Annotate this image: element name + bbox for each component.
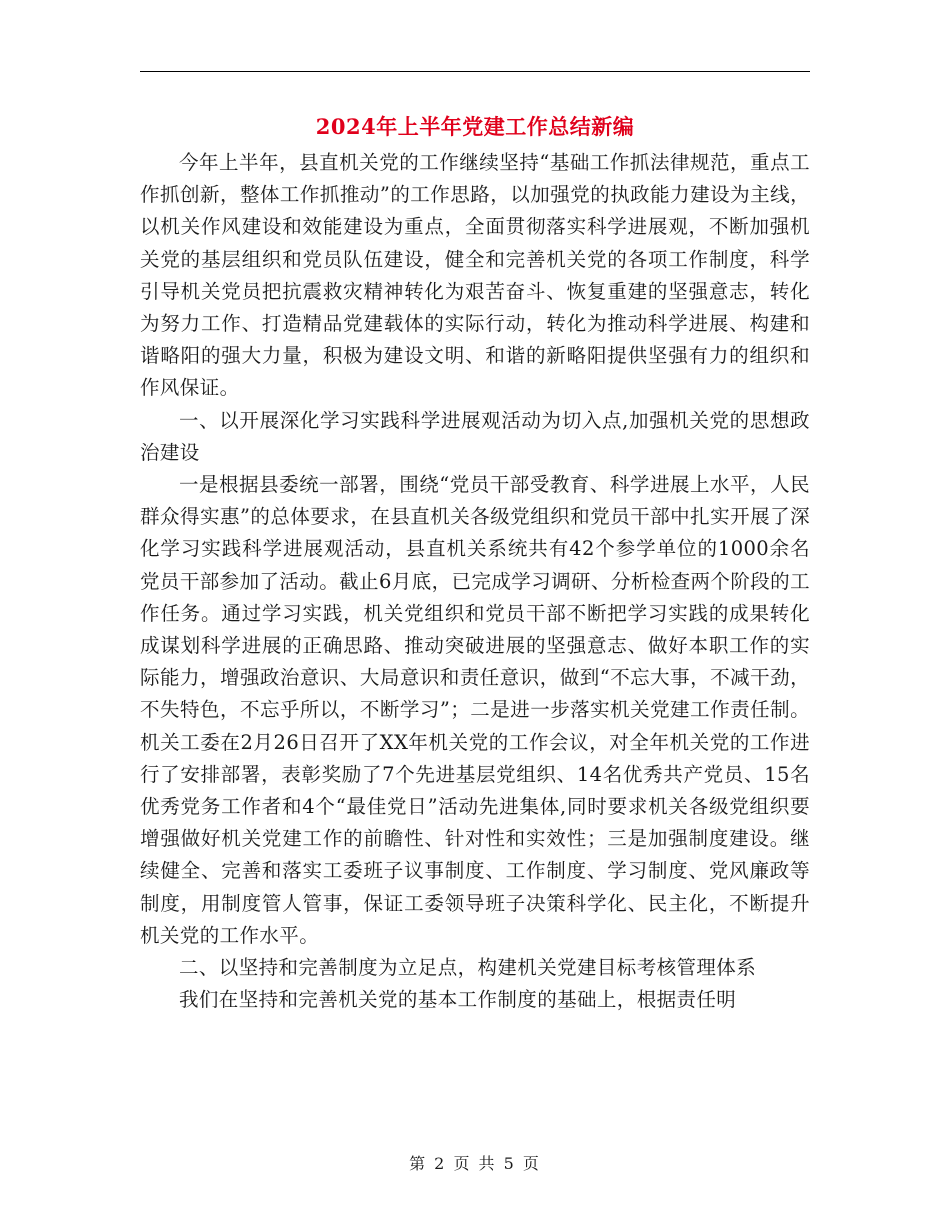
document-title: 2024年上半年党建工作总结新编 [315, 114, 635, 139]
paragraph-intro: 今年上半年，县直机关党的工作继续坚持“基础工作抓法律规范，重点工作抓创新，整体工作抓推动”的工作思路，以加强党的执政能力建设为主线，以机关作风建设和效能建设为重点，全面贯彻落实科学进展观，不断加强机关党的基层组织和党员队伍建设，健全和完善机关党的各项工作制度，科学引导机关党员把抗震救灾精神转化为艰苦奋斗、恢复重建的坚强意志，转化为努力工作、打造精品党建载体的实际行动，转化为推动科学进展、构建和谐略阳的强大力量，积极为建设文明、和谐的新略阳提供坚强有力的组织和作风保证。 [140, 151, 810, 400]
page-footer [140, 1152, 810, 1176]
document-body [140, 147, 810, 1016]
paragraph-section-1: 一是根据县委统一部署，围绕“党员干部受教育、科学进展上水平，人民群众得实惠”的总体要求，在县直机关各级党组织和党员干部中扎实开展了深化学习实践科学进展观活动，县直机关系统共有42个参学单位的1000余名党员干部参加了活动。截止6月底，已完成学习调研、分析检查两个阶段的工作任务。通过学习实践，机关党组织和党员干部不断把学习实践的成果转化成谋划科学进展的正确思路、推动突破进展的坚强意志、做好本职工作的实际能力，增强政治意识、大局意识和责任意识，做到“不忘大事，不减干劲，不失特色，不忘乎所以，不断学习”；二是进一步落实机关党建工作责任制。机关工委在2月26日召开了XX年机关党的工作会议，对全年机关党的工作进行了安排部署，表彰奖励了7个先进基层党组织、14名优秀共产党员、15名优秀党务工作者和4个“最佳党日”活动先进集体,同时要求机关各级党组织要增强做好机关党建工作的前瞻性、针对性和实效性；三是加强制度建设。继续健全、完善和落实工委班子议事制度、工作制度、学习制度、党风廉政等制度，用制度管人管事，保证工委领导班子决策科学化、民主化，不断提升机关党的工作水平。 [140, 473, 810, 947]
paragraph-section-2: 我们在坚持和完善机关党的基本工作制度的基础上，根据责任明 [179, 988, 737, 1012]
section-heading-2: 二、以坚持和完善制度为立足点，构建机关党建目标考核管理体系 [179, 956, 757, 980]
header-rule [140, 71, 810, 72]
page-number: 第 2 页 共 5 页 [409, 1154, 541, 1173]
section-heading-1: 一、以开展深化学习实践科学进展观活动为切入点,加强机关党的思想政治建设 [140, 408, 810, 464]
